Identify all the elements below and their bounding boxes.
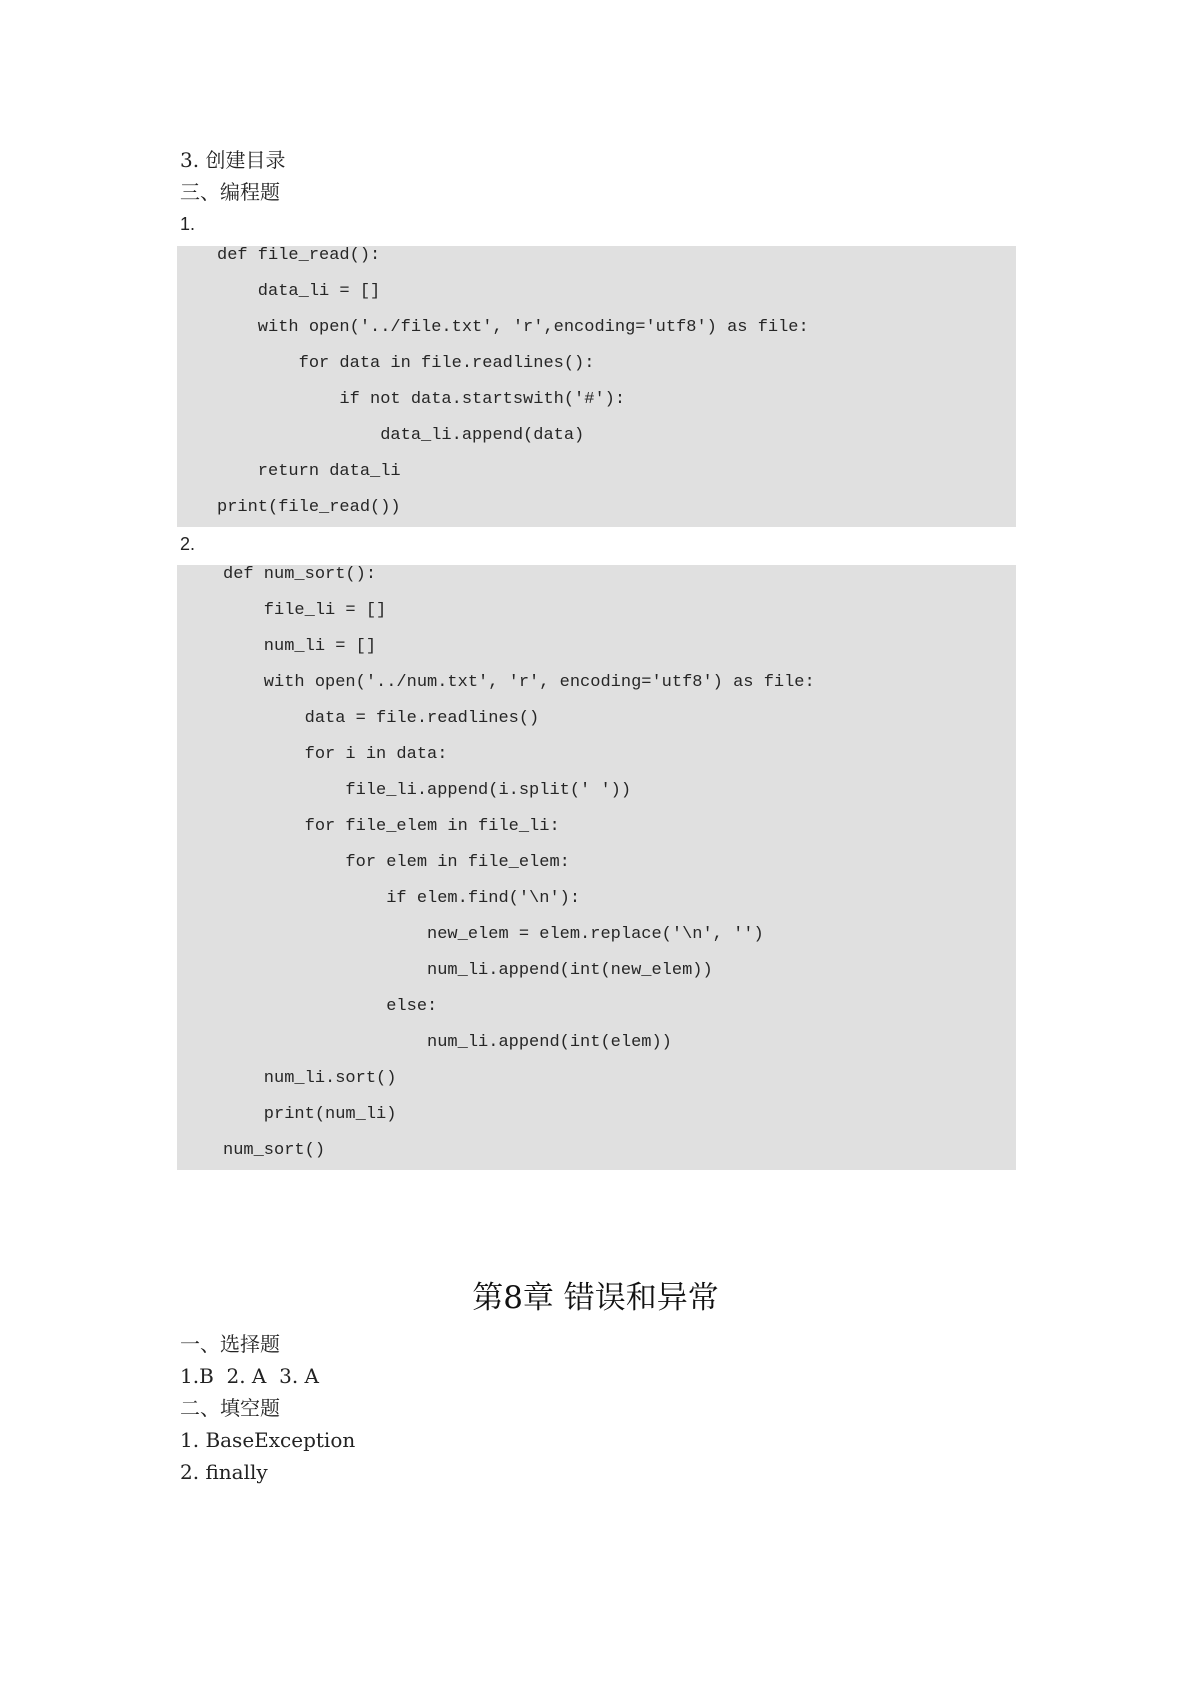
code-line: num_sort() [223, 1141, 326, 1160]
chapter-title: 第8章 错误和异常 [472, 1280, 719, 1316]
code-line: with open('../file.txt', 'r',encoding='utf8') as file: [217, 318, 809, 337]
fill-answer-1: 1. BaseException [180, 1428, 356, 1452]
question-label-2: 2. [180, 534, 196, 554]
answer-item-3: 3. 创建目录 [180, 148, 286, 172]
code-line: return data_li [217, 462, 401, 481]
code-line: print(file_read()) [217, 498, 401, 517]
code-line: data_li.append(data) [217, 426, 585, 445]
code-line: else: [223, 997, 438, 1016]
code-line: file_li = [] [223, 601, 387, 620]
section-heading-choice: 一、选择题 [180, 1332, 280, 1356]
code-block-num-sort [177, 565, 1016, 1170]
code-line: for elem in file_elem: [223, 853, 570, 872]
code-line: num_li = [] [223, 637, 377, 656]
code-line: num_li.sort() [223, 1069, 397, 1088]
code-line: with open('../num.txt', 'r', encoding='utf8') as file: [223, 673, 815, 692]
section-heading-programming: 三、编程题 [180, 180, 280, 204]
code-line: def num_sort(): [223, 565, 377, 584]
choice-answers: 1.B 2. A 3. A [180, 1364, 319, 1388]
question-label-1: 1. [180, 214, 196, 234]
code-line: num_li.append(int(elem)) [223, 1033, 672, 1052]
code-line: for i in data: [223, 745, 448, 764]
code-line: def file_read(): [217, 246, 381, 265]
code-line: data_li = [] [217, 282, 381, 301]
fill-answer-2: 2. finally [180, 1460, 268, 1484]
code-line: if not data.startswith('#'): [217, 390, 626, 409]
code-line: for file_elem in file_li: [223, 817, 560, 836]
code-line: new_elem = elem.replace('\n', '') [223, 925, 764, 944]
section-heading-fill: 二、填空题 [180, 1396, 280, 1420]
code-line: num_li.append(int(new_elem)) [223, 961, 713, 980]
code-line: for data in file.readlines(): [217, 354, 595, 373]
code-line: print(num_li) [223, 1105, 397, 1124]
code-line: file_li.append(i.split(' ')) [223, 781, 632, 800]
code-line: data = file.readlines() [223, 709, 540, 728]
code-block-file-read [177, 246, 1016, 527]
code-line: if elem.find('\n'): [223, 889, 581, 908]
